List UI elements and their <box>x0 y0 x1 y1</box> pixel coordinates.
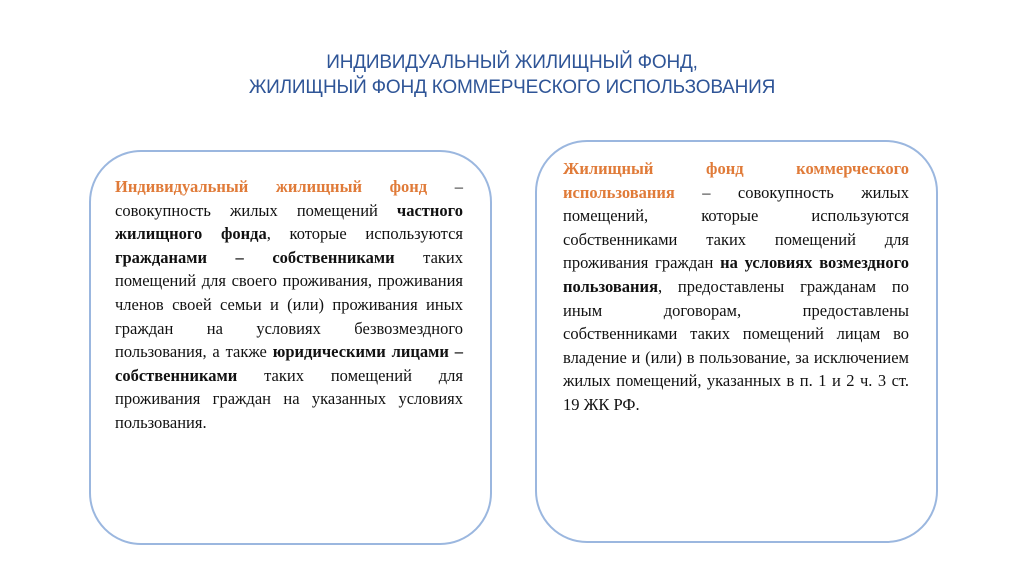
definition-text: – совокупность жилых помещений <box>115 177 463 220</box>
definition-text: таких помещений для проживания граждан на указанных условиях пользования. <box>115 365 463 432</box>
definition-text: , предоставлены гражданам по иным договорам, предоставлены собственниками таких помещений лицам во владение и (или) в пользование, за исключением жилых помещений, указанных в п. 1 и 2 ч. 3 ст. 19 ЖК РФ. <box>563 276 909 414</box>
slide-title-line-2: ЖИЛИЩНЫЙ ФОНД КОММЕРЧЕСКОГО ИСПОЛЬЗОВАНИЯ <box>248 77 776 98</box>
definition-text: , которые используются <box>266 224 463 244</box>
commercial-housing-fund-definition <box>563 157 909 417</box>
definition-text: – совокупность жилых помещений, которые используются собственниками таких помещений для проживания граждан <box>563 182 909 273</box>
definition-text: таких помещений для своего проживания, проживания членов своей семьи и (или) проживания иных граждан на условиях безвозмездного пользования, а также <box>115 247 463 362</box>
commercial-housing-fund-term: Жилищный фонд коммерческого использования <box>563 159 909 202</box>
individual-housing-fund-definition <box>115 175 463 435</box>
commercial-housing-fund-card <box>535 140 938 543</box>
individual-housing-fund-card <box>89 150 492 545</box>
individual-housing-fund-term: Индивидуальный жилищный фонд <box>115 177 428 196</box>
emphasis-paid-use: на условиях возмездного пользования <box>563 253 909 296</box>
slide-title-line-1: ИНДИВИДУАЛЬНЫЙ ЖИЛИЩНЫЙ ФОНД, <box>326 52 698 73</box>
emphasis-legal-entities-owners: юридическими лицами – собственниками <box>115 342 464 385</box>
emphasis-citizens-owners: гражданами – собственниками <box>115 247 395 267</box>
slide-title <box>0 50 1024 100</box>
emphasis-private-fund: частного жилищного фонда <box>115 200 463 244</box>
